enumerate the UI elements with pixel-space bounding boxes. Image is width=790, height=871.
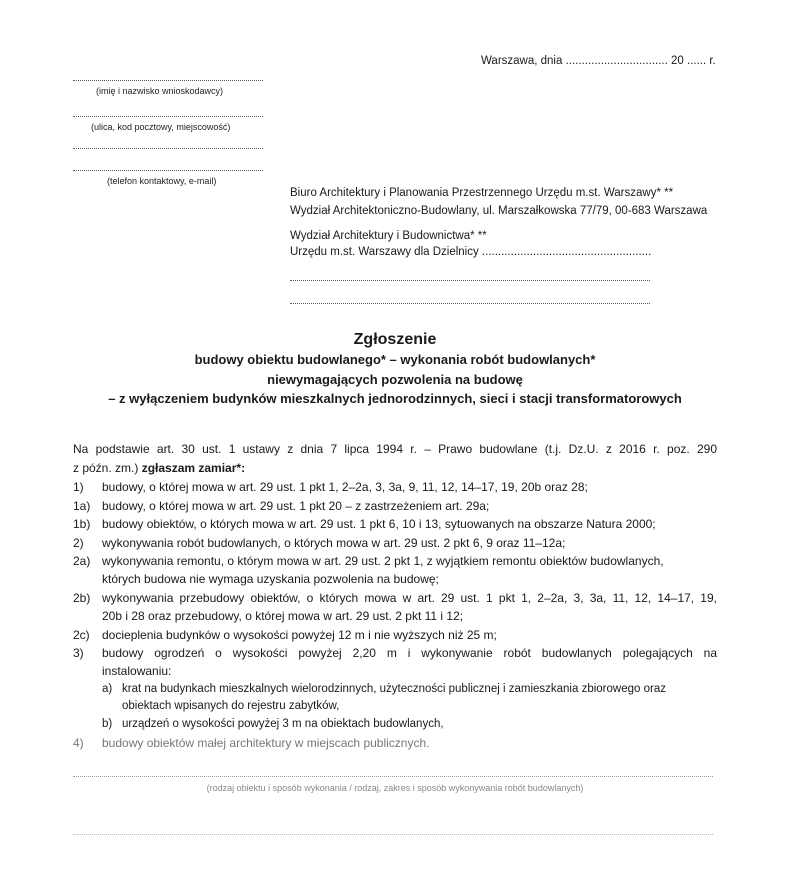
- item-text[interactable]: wykonywania robót budowlanych, o których mowa w art. 29 ust. 2 pkt 6, 9 oraz 11–12a;: [102, 536, 566, 550]
- applicant-contact-field-2[interactable]: [73, 170, 263, 171]
- sub-item-text[interactable]: krat na budynkach mieszkalnych wielorodzinnych, użyteczności publicznej i zamieszkania zbiorowego oraz: [122, 683, 666, 695]
- item-text[interactable]: budowy, o której mowa w art. 29 ust. 1 pkt 1, 2–2a, 3, 3a, 9, 11, 12, 14–17, 19, 20b oraz 28;: [102, 480, 588, 494]
- title-line-3: – z wyłączeniem budynków mieszkalnych jednorodzinnych, sieci i stacji transformatorowych: [108, 391, 682, 406]
- item-number: 1a): [73, 499, 91, 513]
- item-text-continued: 20b i 28 oraz przebudowy, o której mowa w art. 29 ust. 2 pkt 11 i 12;: [102, 609, 464, 623]
- applicant-address-caption: (ulica, kod pocztowy, miejscowość): [91, 122, 231, 132]
- intro-prefix: z późn. zm.): [73, 461, 142, 475]
- item-number: 2a): [73, 554, 91, 568]
- title-line-2: niewymagających pozwolenia na budowę: [267, 372, 523, 387]
- item-number: 1): [73, 480, 84, 494]
- item-text[interactable]: budowy, o której mowa w art. 29 ust. 1 pkt 20 – z zastrzeżeniem art. 29a;: [102, 499, 490, 513]
- item-text[interactable]: budowy obiektów, o których mowa w art. 29 ust. 1 pkt 6, 10 i 13, sytuowanych na obszarze Natura 2000;: [102, 517, 656, 531]
- intro-line-1: Na podstawie art. 30 ust. 1 ustawy z dnia 7 lipca 1994 r. – Prawo budowlane (t.j. Dz.U. z 2016 r. poz. 290: [73, 442, 717, 456]
- item-number: 1b): [73, 517, 91, 531]
- sub-item-letter: b): [102, 718, 113, 730]
- item-text[interactable]: wykonywania przebudowy obiektów, o których mowa w art. 29 ust. 1 pkt 1, 2–2a, 3, 3a, 11, 12, 14–17, 19,: [102, 591, 717, 605]
- document-title: Zgłoszenie: [353, 331, 437, 348]
- applicant-contact-caption: (telefon kontaktowy, e-mail): [107, 176, 217, 186]
- intro-declaration: zgłaszam zamiar*:: [141, 461, 246, 475]
- office-line-2: Wydział Architektoniczno-Budowlany, ul. Marszałkowska 77/79, 00-683 Warszawa: [290, 205, 708, 217]
- place-date-line[interactable]: Warszawa, dnia ................................ 20 ...... r.: [481, 55, 716, 67]
- office-extra-field-1[interactable]: [290, 280, 650, 281]
- item-number: 2c): [73, 628, 90, 642]
- work-description-field[interactable]: [73, 776, 713, 777]
- work-description-caption: (rodzaj obiektu i sposób wykonania / rodzaj, zakres i sposób wykonywania robót budowlanych): [206, 783, 584, 793]
- item-number: 4): [73, 736, 84, 750]
- office-extra-field-2[interactable]: [290, 303, 650, 304]
- sub-item-text[interactable]: urządzeń o wysokości powyżej 3 m na obiektach budowlanych,: [122, 718, 444, 730]
- work-description-field-2[interactable]: [73, 834, 713, 835]
- applicant-address-field[interactable]: [73, 116, 263, 117]
- applicant-name-field[interactable]: [73, 80, 263, 81]
- sub-item-letter: a): [102, 683, 113, 695]
- applicant-contact-field-1[interactable]: [73, 148, 263, 149]
- item-number: 2): [73, 536, 84, 550]
- title-line-1: budowy obiektu budowlanego* – wykonania robót budowlanych*: [194, 352, 596, 367]
- sub-item-text-continued: obiektach wpisanych do rejestru zabytków,: [122, 700, 340, 712]
- item-text-continued: instalowaniu:: [102, 664, 172, 678]
- item-text-continued: których budowa nie wymaga uzyskania pozwolenia na budowę;: [102, 572, 439, 586]
- item-text[interactable]: docieplenia budynków o wysokości powyżej 12 m i nie wyższych niż 25 m;: [102, 628, 497, 642]
- office-line-3: Wydział Architektury i Budownictwa* **: [290, 230, 487, 242]
- item-text[interactable]: wykonywania remontu, o którym mowa w art. 29 ust. 2 pkt 1, z wyjątkiem remontu obiektów budowlanych,: [102, 554, 664, 568]
- office-line-1: Biuro Architektury i Planowania Przestrzennego Urzędu m.st. Warszawy* **: [290, 187, 674, 199]
- applicant-name-caption: (imię i nazwisko wnioskodawcy): [96, 86, 224, 96]
- item-number: 2b): [73, 591, 91, 605]
- item-text[interactable]: budowy obiektów małej architektury w miejscach publicznych.: [102, 736, 430, 750]
- office-line-4[interactable]: Urzędu m.st. Warszawy dla Dzielnicy .....................................................: [290, 246, 652, 258]
- item-number: 3): [73, 646, 84, 660]
- item-text[interactable]: budowy ogrodzeń o wysokości powyżej 2,20 m i wykonywanie robót budowlanych polegających na: [102, 646, 717, 660]
- intro-line-2: [73, 460, 717, 476]
